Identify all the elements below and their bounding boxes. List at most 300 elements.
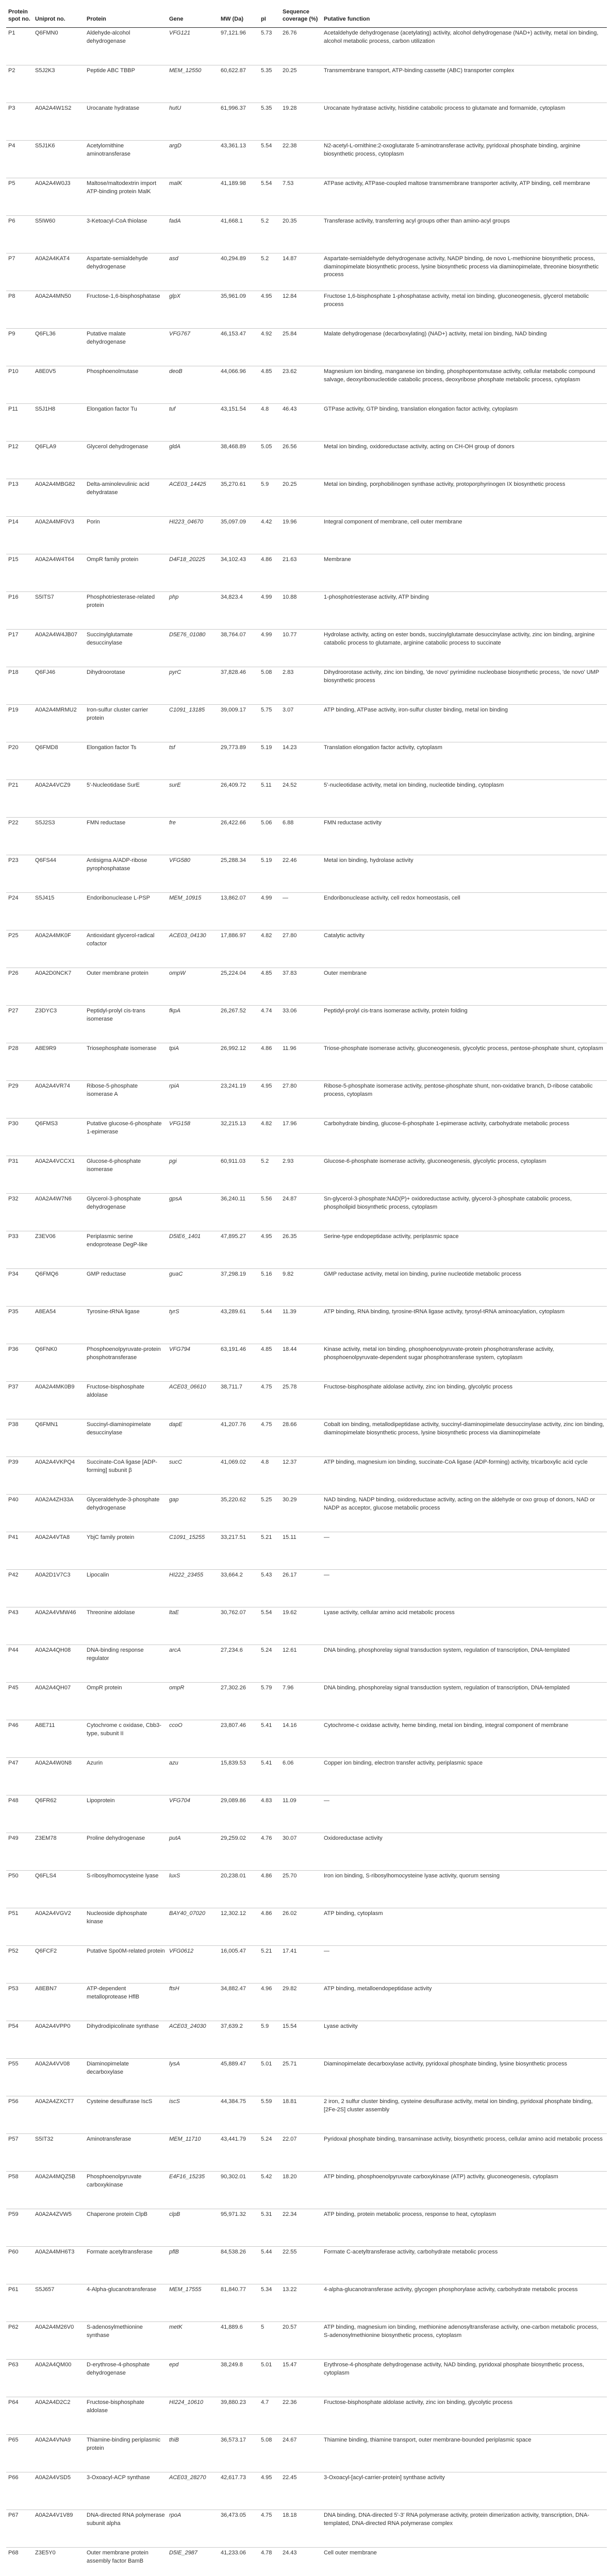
table-row — [6, 2321, 607, 2359]
cell-sequence-coverage: 22.45 — [280, 2472, 322, 2510]
cell-spot-no: P11 — [6, 403, 33, 441]
cell-pi: 4.75 — [259, 2510, 280, 2547]
cell-sequence-coverage: 26.35 — [280, 1231, 322, 1268]
cell-mw: 30,762.07 — [219, 1607, 259, 1645]
cell-pi: 5.54 — [259, 1607, 280, 1645]
cell-uniprot-no: Z3DYC3 — [33, 1005, 85, 1043]
cell-gene: pflB — [167, 2246, 219, 2284]
table-row — [6, 178, 607, 215]
cell-pi: 5.06 — [259, 817, 280, 855]
cell-pi: 5.19 — [259, 855, 280, 892]
cell-putative-function: DNA binding, DNA-directed 5'-3' RNA polymerase activity, protein dimerization activity, transcription, DNA-templated, DNA-directed RNA polymerase complex — [322, 2510, 607, 2547]
cell-pi: 5.75 — [259, 704, 280, 742]
cell-pi: 5.2 — [259, 215, 280, 253]
cell-protein: Putative glucose-6-phosphate 1-epimerase — [85, 1118, 167, 1156]
cell-spot-no: P23 — [6, 855, 33, 892]
cell-pi: 5.08 — [259, 667, 280, 704]
cell-mw: 35,097.09 — [219, 516, 259, 554]
cell-gene: dapE — [167, 1419, 219, 1456]
cell-gene: HI222_23455 — [167, 1569, 219, 1607]
cell-pi: 5.35 — [259, 65, 280, 103]
cell-sequence-coverage: 20.57 — [280, 2321, 322, 2359]
cell-spot-no: P40 — [6, 1494, 33, 1532]
cell-uniprot-no: A0A2A4W4JB07 — [33, 629, 85, 667]
table-row — [6, 779, 607, 817]
cell-protein: Elongation factor Ts — [85, 742, 167, 779]
table-row — [6, 27, 607, 65]
table-row — [6, 1381, 607, 1419]
cell-putative-function: Hydrolase activity, acting on ester bonds, succinylglutamate desuccinylase activity, zinc ion binding, arginine catabolic process to glutamate, arginine catabolic process to succinate — [322, 629, 607, 667]
cell-gene: thiB — [167, 2434, 219, 2472]
cell-pi: 4.82 — [259, 930, 280, 968]
table-row — [6, 1720, 607, 1757]
cell-spot-no: P2 — [6, 65, 33, 103]
cell-mw: 38,468.89 — [219, 441, 259, 479]
cell-gene: MEM_12550 — [167, 65, 219, 103]
cell-pi: 5.21 — [259, 1945, 280, 1983]
cell-sequence-coverage: 17.96 — [280, 1118, 322, 1156]
cell-gene: ltaE — [167, 1607, 219, 1645]
cell-spot-no: P12 — [6, 441, 33, 479]
cell-protein: 3-Ketoacyl-CoA thiolase — [85, 215, 167, 253]
table-row — [6, 291, 607, 328]
table-row — [6, 1080, 607, 1118]
cell-mw: 36,240.11 — [219, 1193, 259, 1231]
cell-spot-no: P15 — [6, 554, 33, 591]
cell-sequence-coverage: 28.66 — [280, 1419, 322, 1456]
cell-spot-no: P56 — [6, 2096, 33, 2133]
cell-sequence-coverage: 25.78 — [280, 1381, 322, 1419]
cell-spot-no: P32 — [6, 1193, 33, 1231]
cell-sequence-coverage: 29.82 — [280, 1983, 322, 2021]
table-row — [6, 667, 607, 704]
cell-pi: 5.2 — [259, 1156, 280, 1193]
cell-sequence-coverage: 2.93 — [280, 1156, 322, 1193]
cell-pi: 5.35 — [259, 103, 280, 140]
cell-pi: 5.34 — [259, 2284, 280, 2321]
cell-uniprot-no: Q6FMN1 — [33, 1419, 85, 1456]
cell-mw: 29,259.02 — [219, 1833, 259, 1870]
table-row — [6, 366, 607, 403]
cell-mw: 61,996.37 — [219, 103, 259, 140]
cell-putative-function: Catalytic activity — [322, 930, 607, 968]
cell-uniprot-no: A0A2A4MN50 — [33, 291, 85, 328]
cell-spot-no: P21 — [6, 779, 33, 817]
cell-spot-no: P7 — [6, 253, 33, 291]
cell-putative-function: GTPase activity, GTP binding, translation elongation factor activity, cytoplasm — [322, 403, 607, 441]
cell-pi: 4.74 — [259, 1005, 280, 1043]
cell-sequence-coverage: 22.46 — [280, 855, 322, 892]
cell-spot-no: P30 — [6, 1118, 33, 1156]
cell-gene: luxS — [167, 1870, 219, 1908]
cell-protein: Urocanate hydratase — [85, 103, 167, 140]
cell-gene: BAY40_07020 — [167, 1908, 219, 1945]
cell-putative-function: GMP reductase activity, metal ion binding, purine nucleotide metabolic process — [322, 1268, 607, 1306]
table-row — [6, 742, 607, 779]
cell-spot-no: P3 — [6, 103, 33, 140]
table-row — [6, 1456, 607, 1494]
cell-protein: S-ribosylhomocysteine lyase — [85, 1870, 167, 1908]
cell-protein: Azurin — [85, 1757, 167, 1795]
cell-mw: 37,639.2 — [219, 2021, 259, 2058]
cell-sequence-coverage: 21.63 — [280, 554, 322, 591]
cell-putative-function: Ribose-5-phosphate isomerase activity, pentose-phosphate shunt, non-oxidative branch, D-ribose catabolic process, cytoplasm — [322, 1080, 607, 1118]
cell-pi: 5.24 — [259, 1645, 280, 1682]
cell-protein: Chaperone protein ClpB — [85, 2209, 167, 2246]
cell-putative-function: Cobalt ion binding, metallodipeptidase activity, succinyl-diaminopimelate desuccinylase activity, zinc ion binding, diaminopimelate biosynthetic process, lysine biosynthetic process via diaminopimelate — [322, 1419, 607, 1456]
table-row — [6, 479, 607, 516]
cell-uniprot-no: S5J2K3 — [33, 65, 85, 103]
cell-protein: S-adenosylmethionine synthase — [85, 2321, 167, 2359]
cell-uniprot-no: Q6FMD8 — [33, 742, 85, 779]
cell-spot-no: P66 — [6, 2472, 33, 2510]
cell-mw: 34,102.43 — [219, 554, 259, 591]
cell-putative-function: Metal ion binding, oxidoreductase activity, acting on CH-OH group of donors — [322, 441, 607, 479]
cell-protein: Periplasmic serine endoprotease DegP-like — [85, 1231, 167, 1268]
cell-spot-no: P34 — [6, 1268, 33, 1306]
table-row — [6, 215, 607, 253]
cell-sequence-coverage: 26.02 — [280, 1908, 322, 1945]
cell-mw: 37,828.46 — [219, 667, 259, 704]
cell-uniprot-no: A0A2A4W0N8 — [33, 1757, 85, 1795]
cell-sequence-coverage: 37.83 — [280, 968, 322, 1005]
cell-spot-no: P54 — [6, 2021, 33, 2058]
cell-pi: 4.85 — [259, 968, 280, 1005]
cell-protein: GMP reductase — [85, 1268, 167, 1306]
cell-sequence-coverage: 24.67 — [280, 2434, 322, 2472]
cell-sequence-coverage: 7.96 — [280, 1682, 322, 1720]
cell-sequence-coverage: 22.38 — [280, 140, 322, 178]
cell-gene: ACE03_14425 — [167, 479, 219, 516]
table-row — [6, 2133, 607, 2171]
cell-sequence-coverage: 14.87 — [280, 253, 322, 291]
cell-sequence-coverage: 18.81 — [280, 2096, 322, 2133]
cell-gene: gpsA — [167, 1193, 219, 1231]
cell-sequence-coverage: 27.80 — [280, 1080, 322, 1118]
cell-sequence-coverage: 18.44 — [280, 1344, 322, 1381]
cell-uniprot-no: A0A2A4VKPQ4 — [33, 1456, 85, 1494]
cell-uniprot-no: A0A2A4VR74 — [33, 1080, 85, 1118]
cell-protein: 5'-Nucleotidase SurE — [85, 779, 167, 817]
cell-mw: 36,473.05 — [219, 2510, 259, 2547]
cell-mw: 35,270.61 — [219, 479, 259, 516]
cell-spot-no: P53 — [6, 1983, 33, 2021]
cell-spot-no: P45 — [6, 1682, 33, 1720]
cell-uniprot-no: A0A2A4KAT4 — [33, 253, 85, 291]
cell-sequence-coverage: 2.83 — [280, 667, 322, 704]
cell-protein: Ribose-5-phosphate isomerase A — [85, 1080, 167, 1118]
cell-protein: Tyrosine-tRNA ligase — [85, 1306, 167, 1344]
cell-uniprot-no: A0A2A4V1V89 — [33, 2510, 85, 2547]
cell-putative-function: N2-acetyl-L-ornithine:2-oxoglutarate 5-aminotransferase activity, pyridoxal phosphate binding, arginine biosynthetic process, cytoplasm — [322, 140, 607, 178]
cell-protein: Lipocalin — [85, 1569, 167, 1607]
cell-sequence-coverage: 11.39 — [280, 1306, 322, 1344]
table-header-row — [6, 5, 607, 27]
cell-gene: malK — [167, 178, 219, 215]
table-row — [6, 554, 607, 591]
cell-pi: 4.86 — [259, 554, 280, 591]
cell-spot-no: P33 — [6, 1231, 33, 1268]
cell-gene: guaC — [167, 1268, 219, 1306]
cell-sequence-coverage: — — [280, 892, 322, 930]
table-row — [6, 328, 607, 366]
cell-pi: 4.95 — [259, 1080, 280, 1118]
cell-spot-no: P36 — [6, 1344, 33, 1381]
cell-mw: 39,880.23 — [219, 2397, 259, 2434]
cell-spot-no: P46 — [6, 1720, 33, 1757]
cell-pi: 4.75 — [259, 1381, 280, 1419]
cell-gene: iscS — [167, 2096, 219, 2133]
cell-uniprot-no: Q6FS44 — [33, 855, 85, 892]
cell-spot-no: P26 — [6, 968, 33, 1005]
cell-uniprot-no: A0A2D0NCK7 — [33, 968, 85, 1005]
cell-spot-no: P25 — [6, 930, 33, 968]
cell-spot-no: P6 — [6, 215, 33, 253]
cell-protein: DNA-directed RNA polymerase subunit alpha — [85, 2510, 167, 2547]
cell-mw: 38,711.7 — [219, 1381, 259, 1419]
cell-gene: HI223_04670 — [167, 516, 219, 554]
cell-uniprot-no: A0A2A4VV08 — [33, 2058, 85, 2096]
cell-protein: Glucose-6-phosphate isomerase — [85, 1156, 167, 1193]
cell-pi: 4.8 — [259, 1456, 280, 1494]
cell-uniprot-no: Q6FJ46 — [33, 667, 85, 704]
cell-protein: Fructose-bisphosphate aldolase — [85, 2397, 167, 2434]
cell-pi: 4.99 — [259, 892, 280, 930]
table-row — [6, 817, 607, 855]
table-row — [6, 2510, 607, 2547]
table-row — [6, 2171, 607, 2209]
table-row — [6, 2209, 607, 2246]
cell-pi: 5.79 — [259, 1682, 280, 1720]
cell-mw: 43,289.61 — [219, 1306, 259, 1344]
cell-gene: azu — [167, 1757, 219, 1795]
cell-sequence-coverage: 22.34 — [280, 2209, 322, 2246]
cell-uniprot-no: S5J657 — [33, 2284, 85, 2321]
cell-putative-function: Membrane — [322, 554, 607, 591]
table-row — [6, 855, 607, 892]
cell-pi: 4.95 — [259, 2472, 280, 2510]
cell-sequence-coverage: 19.62 — [280, 1607, 322, 1645]
cell-mw: 41,889.6 — [219, 2321, 259, 2359]
cell-putative-function: Iron ion binding, S-ribosylhomocysteine lyase activity, quorum sensing — [322, 1870, 607, 1908]
cell-uniprot-no: A0A2A4VCCX1 — [33, 1156, 85, 1193]
cell-mw: 38,249.8 — [219, 2359, 259, 2397]
cell-pi: 5.08 — [259, 2434, 280, 2472]
cell-protein: Peptide ABC TBBP — [85, 65, 167, 103]
cell-putative-function: Sn-glycerol-3-phosphate:NAD(P)+ oxidoreductase activity, glycerol-3-phosphate catabolic process, phospholipid biosynthetic process, cytoplasm — [322, 1193, 607, 1231]
cell-mw: 46,153.47 — [219, 328, 259, 366]
cell-spot-no: P9 — [6, 328, 33, 366]
cell-spot-no: P63 — [6, 2359, 33, 2397]
cell-protein: Diaminopimelate decarboxylase — [85, 2058, 167, 2096]
cell-gene: fkpA — [167, 1005, 219, 1043]
cell-spot-no: P52 — [6, 1945, 33, 1983]
table-row — [6, 253, 607, 291]
cell-uniprot-no: A0A2A4MQZ5B — [33, 2171, 85, 2209]
table-row — [6, 2096, 607, 2133]
cell-uniprot-no: A0A2A4W1S2 — [33, 103, 85, 140]
cell-gene: ACE03_24030 — [167, 2021, 219, 2058]
cell-putative-function: 3-Oxoacyl-[acyl-carrier-protein] synthase activity — [322, 2472, 607, 2510]
cell-sequence-coverage: 25.71 — [280, 2058, 322, 2096]
table-row — [6, 2397, 607, 2434]
cell-mw: 95,971.32 — [219, 2209, 259, 2246]
cell-protein: Phosphoenolpyruvate carboxykinase — [85, 2171, 167, 2209]
cell-pi: 5.11 — [259, 779, 280, 817]
table-row — [6, 591, 607, 629]
cell-putative-function: Cell outer membrane — [322, 2547, 607, 2576]
cell-gene: gldA — [167, 441, 219, 479]
table-row — [6, 968, 607, 1005]
cell-uniprot-no: S5ITS7 — [33, 591, 85, 629]
cell-sequence-coverage: 15.11 — [280, 1532, 322, 1569]
cell-gene: rpiA — [167, 1080, 219, 1118]
table-row — [6, 1645, 607, 1682]
cell-uniprot-no: A8E711 — [33, 1720, 85, 1757]
cell-spot-no: P59 — [6, 2209, 33, 2246]
cell-gene: C1091_15255 — [167, 1532, 219, 1569]
cell-putative-function: DNA binding, phosphorelay signal transduction system, regulation of transcription, DNA-templated — [322, 1682, 607, 1720]
cell-mw: 12,302.12 — [219, 1908, 259, 1945]
cell-mw: 23,807.46 — [219, 1720, 259, 1757]
cell-spot-no: P42 — [6, 1569, 33, 1607]
cell-sequence-coverage: 19.96 — [280, 516, 322, 554]
cell-mw: 38,764.07 — [219, 629, 259, 667]
cell-sequence-coverage: 25.84 — [280, 328, 322, 366]
cell-pi: 4.7 — [259, 2397, 280, 2434]
cell-protein: Cysteine desulfurase IscS — [85, 2096, 167, 2133]
cell-sequence-coverage: 11.96 — [280, 1043, 322, 1080]
cell-sequence-coverage: 26.17 — [280, 1569, 322, 1607]
cell-sequence-coverage: 12.61 — [280, 1645, 322, 1682]
cell-spot-no: P51 — [6, 1908, 33, 1945]
cell-putative-function: ATP binding, ATPase activity, iron-sulfur cluster binding, metal ion binding — [322, 704, 607, 742]
cell-pi: 5.41 — [259, 1757, 280, 1795]
cell-protein: 3-Oxoacyl-ACP synthase — [85, 2472, 167, 2510]
table-row — [6, 1193, 607, 1231]
cell-gene: pyrC — [167, 667, 219, 704]
cell-sequence-coverage: 12.37 — [280, 1456, 322, 1494]
cell-spot-no: P16 — [6, 591, 33, 629]
cell-spot-no: P43 — [6, 1607, 33, 1645]
cell-spot-no: P61 — [6, 2284, 33, 2321]
cell-pi: 4.86 — [259, 1908, 280, 1945]
cell-sequence-coverage: 22.07 — [280, 2133, 322, 2171]
cell-uniprot-no: Q6FNK0 — [33, 1344, 85, 1381]
cell-gene: deoB — [167, 366, 219, 403]
cell-putative-function: ATP binding, phosphoenolpyruvate carboxykinase (ATP) activity, gluconeogenesis, cytoplasm — [322, 2171, 607, 2209]
cell-uniprot-no: Q6FR62 — [33, 1795, 85, 1833]
cell-gene: rpoA — [167, 2510, 219, 2547]
cell-protein: FMN reductase — [85, 817, 167, 855]
cell-uniprot-no: S5IW60 — [33, 215, 85, 253]
table-row — [6, 2472, 607, 2510]
cell-gene: ompR — [167, 1682, 219, 1720]
cell-gene: lysA — [167, 2058, 219, 2096]
table-container — [6, 5, 607, 2576]
cell-pi: 5.56 — [259, 1193, 280, 1231]
table-row — [6, 2058, 607, 2096]
cell-pi: 5.05 — [259, 441, 280, 479]
cell-mw: 29,773.89 — [219, 742, 259, 779]
cell-pi: 4.76 — [259, 1833, 280, 1870]
cell-spot-no: P65 — [6, 2434, 33, 2472]
cell-mw: 63,191.46 — [219, 1344, 259, 1381]
cell-sequence-coverage: 15.47 — [280, 2359, 322, 2397]
cell-putative-function: — — [322, 1795, 607, 1833]
cell-spot-no: P20 — [6, 742, 33, 779]
table-row — [6, 1268, 607, 1306]
cell-sequence-coverage: 24.52 — [280, 779, 322, 817]
cell-uniprot-no: A0A2A4VGV2 — [33, 1908, 85, 1945]
cell-mw: 34,823.4 — [219, 591, 259, 629]
table-row — [6, 516, 607, 554]
cell-putative-function: ATP binding, protein metabolic process, response to heat, cytoplasm — [322, 2209, 607, 2246]
cell-putative-function: Kinase activity, metal ion binding, phosphoenolpyruvate-protein phosphotransferase activity, phosphoenolpyruvate-dependent sugar phosphotransferase system, cytoplasm — [322, 1344, 607, 1381]
cell-pi: 4.99 — [259, 629, 280, 667]
header-gene: Gene — [167, 5, 219, 27]
cell-spot-no: P68 — [6, 2547, 33, 2576]
cell-sequence-coverage: 24.43 — [280, 2547, 322, 2576]
cell-putative-function: Thiamine binding, thiamine transport, outer membrane-bounded periplasmic space — [322, 2434, 607, 2472]
cell-sequence-coverage: 12.84 — [280, 291, 322, 328]
cell-pi: 4.42 — [259, 516, 280, 554]
cell-protein: Putative Spo0M-related protein — [85, 1945, 167, 1983]
cell-spot-no: P38 — [6, 1419, 33, 1456]
table-row — [6, 1419, 607, 1456]
cell-sequence-coverage: 46.43 — [280, 403, 322, 441]
cell-putative-function: Magnesium ion binding, manganese ion binding, phosphopentomutase activity, cellular metabolic compound salvage, deoxyribonucleotide catabolic process, deoxyribose phosphate metabolic process, cytoplasm — [322, 366, 607, 403]
cell-spot-no: P4 — [6, 140, 33, 178]
table-row — [6, 1043, 607, 1080]
cell-mw: 29,089.86 — [219, 1795, 259, 1833]
cell-gene: VFG767 — [167, 328, 219, 366]
cell-gene: fadA — [167, 215, 219, 253]
cell-sequence-coverage: 33.06 — [280, 1005, 322, 1043]
cell-sequence-coverage: 15.54 — [280, 2021, 322, 2058]
cell-spot-no: P24 — [6, 892, 33, 930]
cell-protein: Acetylornithine aminotransferase — [85, 140, 167, 178]
cell-protein: Dihydrodipicolinate synthase — [85, 2021, 167, 2058]
cell-gene: C1091_13185 — [167, 704, 219, 742]
cell-gene: tsf — [167, 742, 219, 779]
cell-spot-no: P57 — [6, 2133, 33, 2171]
cell-sequence-coverage: 22.55 — [280, 2246, 322, 2284]
cell-spot-no: P49 — [6, 1833, 33, 1870]
cell-protein: Nucleoside diphosphate kinase — [85, 1908, 167, 1945]
cell-gene: D5IE_2987 — [167, 2547, 219, 2576]
cell-mw: 27,234.6 — [219, 1645, 259, 1682]
cell-putative-function: 5'-nucleotidase activity, metal ion binding, nucleotide binding, cytoplasm — [322, 779, 607, 817]
cell-gene: putA — [167, 1833, 219, 1870]
cell-protein: Lipoprotein — [85, 1795, 167, 1833]
cell-protein: Outer membrane protein assembly factor BamB — [85, 2547, 167, 2576]
cell-protein: Succinate-CoA ligase [ADP-forming] subunit β — [85, 1456, 167, 1494]
cell-pi: 4.99 — [259, 591, 280, 629]
header-uniprot-no: Uniprot no. — [33, 5, 85, 27]
cell-protein: Peptidyl-prolyl cis-trans isomerase — [85, 1005, 167, 1043]
cell-sequence-coverage: 6.88 — [280, 817, 322, 855]
protein-table — [6, 5, 607, 2576]
cell-mw: 33,664.2 — [219, 1569, 259, 1607]
cell-sequence-coverage: 14.16 — [280, 1720, 322, 1757]
cell-spot-no: P39 — [6, 1456, 33, 1494]
cell-sequence-coverage: 10.88 — [280, 591, 322, 629]
cell-uniprot-no: Z3EM78 — [33, 1833, 85, 1870]
cell-uniprot-no: Q6FLA9 — [33, 441, 85, 479]
cell-pi: 4.86 — [259, 1043, 280, 1080]
cell-putative-function: Lyase activity, cellular amino acid metabolic process — [322, 1607, 607, 1645]
